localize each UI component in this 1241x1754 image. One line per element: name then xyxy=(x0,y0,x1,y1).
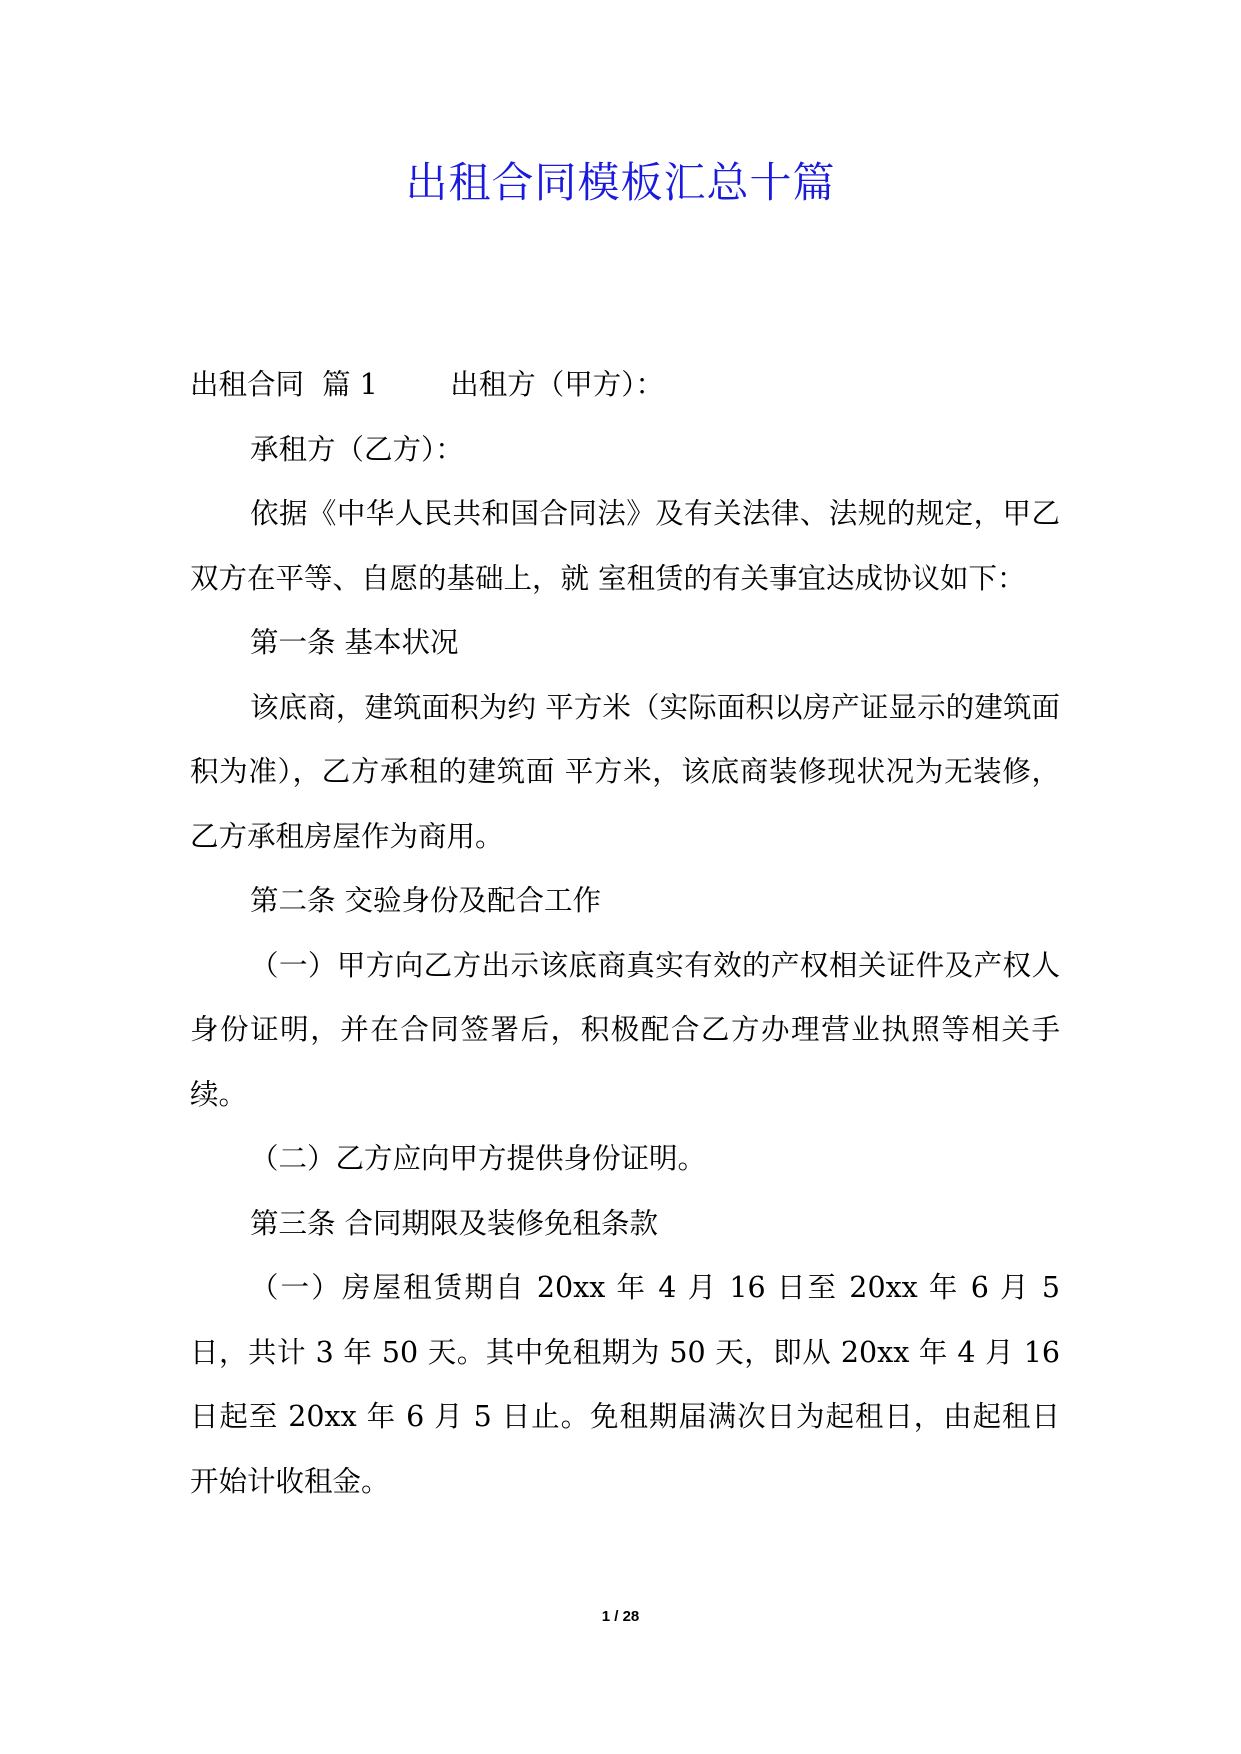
article-3-heading: 第三条 合同期限及装修免租条款 xyxy=(250,1206,659,1240)
page-number: 1 / 28 xyxy=(601,1608,640,1625)
paragraph-lessee: 承租方（乙方）： xyxy=(250,432,464,466)
article-2-clause-2: （二）乙方应向甲方提供身份证明。 xyxy=(250,1142,707,1175)
document-body xyxy=(190,353,1060,1514)
article-1-heading: 第一条 基本状况 xyxy=(250,626,459,659)
document-title: 出租合同模板汇总十篇 xyxy=(405,158,836,207)
paragraph-legal-basis: 依据《中华人民共和国合同法》及有关法律、法规的规定，甲乙双方在平等、自愿的基础上，就 室租赁的有关事宜达成协议如下： xyxy=(190,497,1060,595)
article-2-clause-1: （一）甲方向乙方出示该底商真实有效的产权相关证件及产权人身份证明，并在合同签署后，积极配合乙方办理营业执照等相关手续。 xyxy=(190,948,1060,1111)
article-2-heading: 第二条 交验身份及配合工作 xyxy=(250,884,602,917)
contract-heading-line: 出租合同 篇 1 出租方（甲方）： xyxy=(190,368,665,401)
article-1-body: 该底商，建筑面积为约 平方米（实际面积以房产证显示的建筑面积为准），乙方承租的建筑面 平方米，该底商装修现状况为无装修，乙方承租房屋作为商用。 xyxy=(190,690,1060,853)
article-3-clause-1: （一）房屋租赁期自 20xx 年 4 月 16 日至 20xx 年 6 月 5 日，共计 3 年 50 天。其中免租期为 50 天，即从 20xx 年 4 月 16 日起至 20xx 年 6 月 5 日止。免租期届满次日为起租日，由起租日开始计收租金。 xyxy=(190,1271,1060,1498)
